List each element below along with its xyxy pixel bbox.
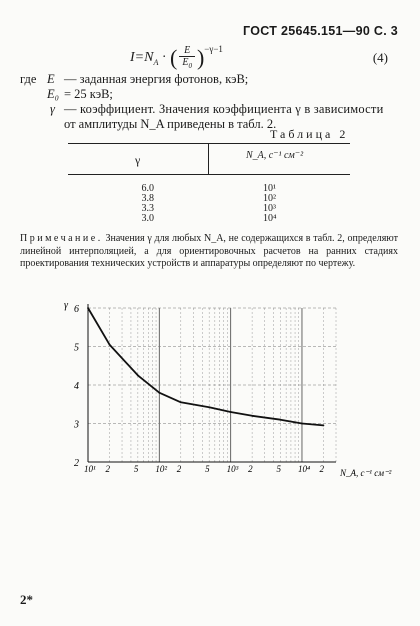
formula-fraction [179,45,195,70]
note [20,233,398,271]
x-tick-label: 5 [276,464,281,474]
data-series-line [88,308,323,425]
page-number: 2* [20,592,33,607]
data-point [251,415,253,417]
formula-numerator: E [179,45,195,57]
definition-row: где E — заданная энергия фотонов, кэВ; [20,72,249,86]
x-axis-label: N_A, c⁻¹ cм⁻² [340,468,392,478]
table-cell-na: 10² [263,193,276,204]
table-cell-na: 10⁴ [263,213,277,224]
formula-coeff: =N [134,50,154,65]
data-point [280,419,282,421]
table-header-divider [208,143,209,174]
x-tick-label: 2 [248,464,253,474]
formula-paren-left: ( [170,44,178,70]
y-tick-label: 6 [74,304,79,315]
formula-dot: · [161,50,167,65]
equation-number: (4) [372,50,388,65]
formula-denominator: $E_0$ [182,57,192,71]
x-tick-label: 5 [133,464,139,474]
x-tick-label: 2 [176,464,182,474]
table-header-gamma: γ [135,153,141,167]
definition-row: от амплитуды N_A приведены в табл. 2. [64,117,277,131]
y-axis-label: γ [64,300,68,311]
data-point [323,425,325,427]
y-tick-label: 4 [74,381,79,392]
table-cell-gamma: 3.3 [141,203,154,214]
x-tick-label: 10⁴ [297,464,311,474]
x-tick-label: 10³ [226,464,239,474]
x-tick-label: 10¹ [84,464,96,474]
note-text: Значения γ для любых N_A, не содержащихся в табл. 2, определяют линейной интерполяцией, а для ориентировочных расчетов на ранних стадиях проектирования технических устройств и аппаратуры определяют по чертежу. [20,233,398,269]
table-cell-na: 10¹ [263,183,276,194]
table-cell-gamma: 3.8 [141,193,154,204]
data-point [137,374,139,376]
data-point [180,401,182,403]
data-point [87,307,89,309]
formula-lhs: I [130,50,135,65]
table-cell-gamma: 6.0 [141,183,154,194]
x-tick-label: 2 [105,464,110,474]
table-header-na: N_A, с⁻¹ см⁻² [246,150,304,161]
data-point [301,423,303,425]
definition-row: E₀ = 25 кэВ; [47,87,113,101]
gamma-vs-na-chart [0,296,420,496]
data-point [109,344,111,346]
x-tick-label: 5 [205,464,210,474]
formula-paren-right: ) [196,44,205,70]
table-caption: Таблица 2 [270,127,349,141]
data-point [230,411,232,413]
definition-row: γ — коэффициент. Значения коэффициента γ в зависимости [50,102,384,116]
table-header-rule [68,174,350,175]
x-tick-label: 10² [155,464,168,474]
table-top-rule [68,143,350,144]
formula-coeff-sub: A [153,57,159,67]
y-tick-label: 5 [74,342,79,354]
data-point [158,392,160,394]
y-tick-label: 3 [74,419,79,431]
page-header: ГОСТ 25645.151—90 С. 3 [243,24,398,38]
data-point [208,406,210,408]
note-title: Примечание. [20,233,103,244]
definitions [20,72,410,132]
formula-exponent: −γ−1 [204,44,223,54]
y-tick-label: 2 [74,458,79,469]
x-tick-label: 2 [319,464,324,474]
table-cell-gamma: 3.0 [141,213,154,224]
table-cell-na: 10³ [263,203,276,214]
